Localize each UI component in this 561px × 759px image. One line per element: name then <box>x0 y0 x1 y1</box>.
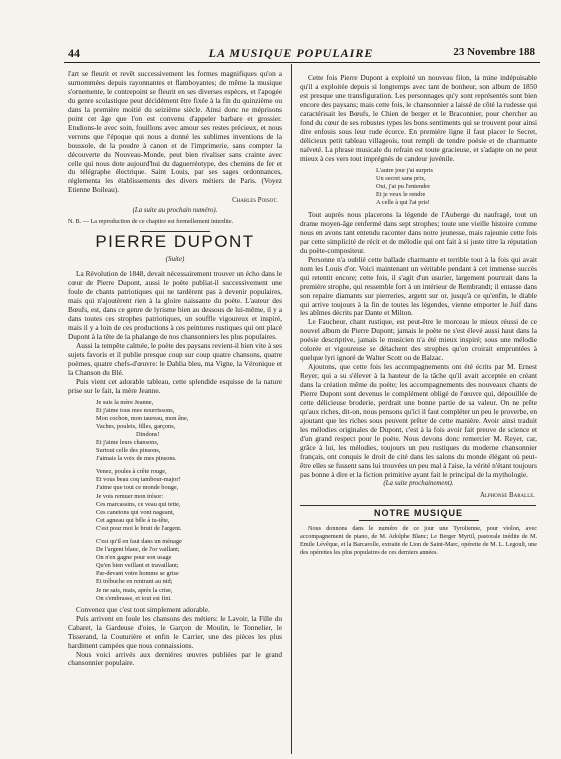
poem-line: De l'argent blanc, de l'or vaillant; <box>96 546 180 554</box>
continuation-note: (La suite au prochain numéro). <box>132 207 218 215</box>
poem-line: On s'embrasse, et tout est fini. <box>96 594 172 602</box>
poem-line: Et vous beau coq tambour-major! <box>96 476 181 484</box>
poem-line: A celle à qui l'ai pris! <box>376 198 430 206</box>
poem-line: C'est qu'il en faut dans un ménage <box>96 538 182 545</box>
poem-line: Mon cochon, mon taureau, mon âne, <box>96 414 189 422</box>
poem-line: Je suis la mère Jeanne, <box>96 398 154 406</box>
poem-line: Dindons! <box>136 430 160 438</box>
paragraph: Le Faucheur, chant rustique, est peut-être le morceau le mieux réussi de ce nouvel album de Pierre Dupont; jamais le poète ne s'est élevé aussi haut dans la poésie descriptive, jamais le musicien n'a été mieux inspiré; sous une mélodie colorée et vigoureuse se détachent des strophes qu'on croirait empruntées à quelque lyri ignoré de Walter Scott ou de Balzac. <box>300 317 537 363</box>
article-continuation: l'art se fleurit et revêt successivement les formes magnifiques qu'on a surnommées depuis rayonnantes et flamboyantes; de même la musique s'ornemente, le contrepoint se fleurit en ses diverses espèces, et l'apogée du genre scolastique peut décidément être fixée à la fin du quinzième ou dans la première moitié du seizième siècle. Ainsi donc ne méprisons point cet âge que l'on est convenu d'appeler barbare et grossier. Etudions-le avec soin, fouillons avec amour ses restes précieux, et nous verrons que l'époque qui nous a donné les sublimes inventions de la boussole, de la poudre à canon et de l'imprimerie, sans compter la découverte du Nouveau-Monde, peut bien rivaliser sans crainte avec celle qui nous dote aujourd'hui du daguerréotype, des chemins de fer et du télégraphe électrique. Saint Louis, par ses sages ordonnances, réglementa les établissements des divers métiers de Paris. (Voyez Etienne Boileau). <box>68 70 282 195</box>
header-rule <box>64 62 540 63</box>
paragraph: Ajoutons, que cette fois les accompagnements ont été écrits par M. Ernest Reyer, qui a su s'élever à la hauteur de la tâche qu'il avait acceptée en créant dans la création même du poète; les accompagnements des nouveaux chants de Pierre Dupont sont devenus le complément obligé de l'œuvre qui, dépouillée de cette délicieuse broderie, perdrait une bonne partie de sa valeur. On ne prête qu'aux riches, dit-on, nous pensons qu'ici il faut compléter un peu le proverbe, en ajoutant que les riches sous peuvent prêter de cette manière. Avoir ainsi traduit les mélodies originales de Dupont, c'est à la fois avoir fait preuve de science et d'un grand respect pour le poète. Nous devons donc remercier M. Reyer, car, grâce à lui, les mélodies, toujours un peu rustiques du moderne chansonnier français, ont conquis le droit de cité dans les salons du monde élégant où peut-être elles se fussent sans lui trouvées un peu mal à l'aise, la vérité n'étant toujours pas bonne à dire et la fiction primitive ayant fait le principal de la mythologie. <box>300 362 537 479</box>
journal-title: LA MUSIQUE POPULAIRE <box>208 46 374 60</box>
poem-line: Qu'en bien veillant et travaillant; <box>96 562 179 570</box>
poem-line: Un secret sans prix, <box>376 174 426 182</box>
music-section-title: NOTRE MUSIQUE <box>373 507 463 518</box>
left-column <box>68 70 282 668</box>
right-column <box>300 74 537 557</box>
poem-line: Et j'aime leurs chansons, <box>96 438 159 446</box>
poem-line: Et j'aime tous mes nourrissons, <box>96 406 175 414</box>
paragraph: Convenez que c'est tout simplement adorable. <box>76 604 210 614</box>
page-number: 44 <box>68 46 80 60</box>
author-signature: Alphonse Baralle. <box>479 491 535 499</box>
poem-line: Cet agneau qui bêle à tu-tête, <box>96 516 170 524</box>
poem-line: Par-devant votre homme se grise <box>96 570 179 578</box>
poem-line: Venez, poules à crête rouge, <box>96 468 167 476</box>
paragraph: Nous voici arrivés aux dernières œuvres publiées par le grand chansonnier populaire. <box>68 649 282 668</box>
title-underline <box>359 520 479 521</box>
paragraph: Cette fois Pierre Dupont a exploité un nouveau filon, la mine indépuisable qu'il a exploitée depuis si longtemps avec tant de bonheur, son album de 1850 est presque une transfiguration. Les personnages qu'y sont représentés sont bien encore des paysans; mais cette fois, le chansonnier a laissé de côté la rudesse qui caractérisait les Bœufs, le Chien de berger et le Braconnier, pour chercher au fond du cœur de ses robustes types les bons sentiments qui se trouvent pour ainsi dire enfouis sous leur rude écorce. En première ligne il faut placer le Secret, délicieux petit tableau villageois, tout rempli de tendre poésie et de charmante naïveté. La phrase musicale du refrain est toute gracieuse, et s'adapte on ne peut mieux à ces vers tout imprégnés de candeur juvénile. <box>300 74 537 163</box>
author-signature: Charles Poisot. <box>232 197 278 205</box>
poem-line: Et je veux le rendre <box>376 190 426 198</box>
poem-line: J'aimais la voix de mes pinsons. <box>96 455 177 463</box>
poem-line: Vaches, poulets, filles, garçons, <box>96 422 176 430</box>
poem-line: Et trébuche en rentrant au nid; <box>96 578 173 586</box>
reproduction-note: N. B. — La reproduction de ce chapitre est formellement interdite. <box>68 218 234 226</box>
poem-line: L'autre jour j'ai surpris <box>376 166 434 174</box>
poem-line: C'est pour moi le bruit de l'argent. <box>96 524 182 532</box>
paragraph: Personne n'a oublié cette ballade charmante et terrible tout à la fois qui avait nom les Louis d'or. Voici maintenant un véritable pendant à cet immense succès qui retentit encore; cette fois, il s'agit d'un usurier, largement pourtrait dans la première strophe, qui ressemble fort à un intérieur de Rembrandt; il entasse dans son repaire diamants sur pierreries, argent sur or, jusqu'à ce qu'enfin, le diable qui arrive toujours à la fin de toutes les légendes, vienne emporter le Juif dans les abîmes décrits par Dante et Milton. <box>300 254 537 318</box>
section-divider <box>300 505 536 506</box>
poem-line: Je ne sais, mais, après la crise, <box>96 586 173 594</box>
music-paragraph: Nous donnons dans le numéro de ce jour une Tyrolienne, pour violon, avec accompagnement de piano, de M. Adolphe Blanc; Le Berger Myrtil, pastorale inédite de M. Emile Lévêque, et la Barcarolle, extraite de Lion de Saint-Marc, opérette de M. L. Legoult, une des opérettes les plus populaires de ces derniers années. <box>300 525 537 557</box>
poem-mere-jeanne <box>96 399 282 603</box>
poem-line: Oui, j'ai pu l'entendre <box>376 182 431 190</box>
issue-date: 23 Novembre 188 <box>453 46 535 58</box>
paragraph: Puis vient cet adorable tableau, cette splendide esquisse de la nature prise sur le fait, la mère Jeanne. <box>68 376 282 395</box>
paragraph: Puis arrivent en foule les chansons des métiers: le Lavoir, la Fille du Cabaret, la Gardeuse d'oies, le Garçon de Moulin, le Tonnelier, le Tisserand, la Couturière et enfin le Carrier, une des pièces les plus hardiment campées que nous connaissions. <box>68 613 282 650</box>
continuation-note: (La suite prochainement). <box>383 479 454 487</box>
poem-le-secret <box>376 167 537 207</box>
poem-line: Ces canetons qui vont nageant, <box>96 508 175 516</box>
poem-line: J'aime que tout ce monde bouge, <box>96 484 179 492</box>
poem-line: Je vois remuer mon trésor: <box>96 492 164 500</box>
poem-line: On n'en gagne pour son usage <box>96 554 172 562</box>
poem-line: Surtout celle des pinsons, <box>96 447 161 455</box>
section-subtitle: (Suite) <box>165 255 185 264</box>
paragraph: La Révolution de 1848, devait nécessairement trouver un écho dans le cœur de Pierre Dupont, aussi le poète publiat-il successivement une foule de chants patriotiques qui ne tardèrent pas à devenir populaires, mais qui n'ajoutèrent rien à la gloire naissante du poète. L'auteur des Bœufs, est, dans ce genre de lyrisme bien au dessous de lui-même, il y a dans toutes ces strophes patriotiques, un souffle vigoureux et inspiré, mais il y a loin de ces productions à ces peintures rustiques qui ont placé Dupont à la tête de la phalange de nos chansonniers les plus populaires. <box>68 269 282 341</box>
paragraph: Aussi la tempête calmée, le poète des paysans revient-il bien vite à ses sujets favoris et il publie presque coup sur coup quatre chansons, quatre poèmes, quatre chefs-d'œuvre: le Dahlia bleu, ma Vigne, la Véronique et la Chanson du Blé. <box>68 340 282 377</box>
column-divider <box>291 64 292 754</box>
paragraph: Tout auprès nous placerons la légende de l'Auberge du naufragé, tout un drame moyen-âge renfermé dans sept strophes; toute une vieille histoire comme nous en avons tant entendu raconter dans notre jeunesse, mais rajeunie cette fois par cette simplicité de récit et de mélodie qui ont fait à si juste titre la réputation du poète-compositeur. <box>300 210 537 255</box>
poem-line: Ces marcassins, ce veau qui tette, <box>96 500 181 508</box>
section-title: PIERRE DUPONT <box>95 232 255 252</box>
